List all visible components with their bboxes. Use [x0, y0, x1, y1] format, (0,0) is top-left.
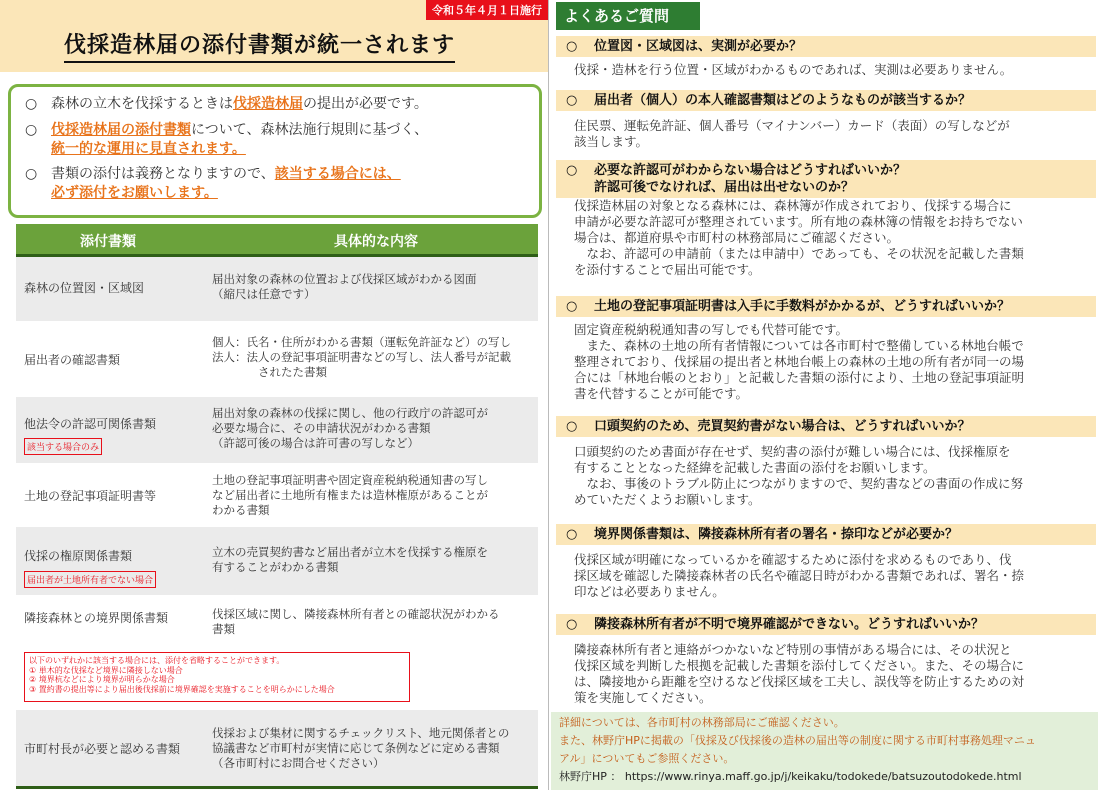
faq-answer: 隣接森林所有者と連絡がつかないなど特別の事情がある場合には、その状況と 伐採区域を判断した根拠を記載した書類を添付してください。また、その場合に は、隣接地から距離を空けるなど伐採区域を工夫し、誤伐等を防止するための対 策を実施してください。	[574, 642, 1025, 705]
date-badge: 令和５年４月１日施行	[426, 0, 548, 20]
table-row	[16, 463, 538, 527]
doc-name: 市町村長が必要と認める書類	[24, 742, 181, 756]
faq-answer: 住民票、運転免許証、個人番号（マイナンバー）カード（表面）の写しなどが 該当します。	[574, 118, 1010, 149]
doc-name: 他法令の許認可関係書類	[24, 417, 157, 431]
doc-name: 届出者の確認書類	[24, 353, 121, 367]
faq-answer: 伐採区域が明確になっているかを確認するために添付を求めるものであり、伐 採区域を確認した隣接森林者の氏名や確認日時がわかる書類であれば、署名・捺 印などは必要ありません。	[574, 552, 1025, 599]
notice-item: ○ 伐採造林届の添付書類について、森林法施行規則に基づく、 統一的な運用に見直されます。	[25, 122, 429, 157]
faq-question: ○ 届出者（個人）の本人確認書類はどのようなものが該当するか？	[556, 90, 1096, 111]
doc-content: 個人：氏名・住所がわかる書類（運転免許証など）の写し 法人：法人の登記事項証明書などの写し、法人番号が記載 されたた書類	[212, 335, 511, 379]
column-divider	[548, 0, 549, 790]
doc-content: 届出対象の森林の位置および伐採区域がわかる図面 （縮尺は任意です）	[212, 272, 477, 301]
doc-name: 土地の登記事項証明書等	[24, 489, 157, 503]
faq-question: ○ 必要な許認可がわからない場合はどうすればいいか？ 許認可後でなければ、届出は出せないのか？	[556, 160, 1096, 198]
faq-answer: 口頭契約のため書面が存在せず、契約書の添付が難しい場合には、伐採権原を 有することとなった経緯を記載した書面の添付をお願いします。 なお、事後のトラブル防止につながりますので、契約書などの書面の作成に努 めていただくようお願いします。	[574, 444, 1024, 507]
faq-question: ○ 土地の登記事項証明書は入手に手数料がかかるが、どうすればいいか？	[556, 296, 1096, 317]
faq-answer: 伐採造林届の対象となる森林には、森林簿が作成されており、伐採する場合に 申請が必要な許認可が整理されています。所有地の森林簿の情報をお持ちでない 場合は、都道府県や市町村の林務部局にご確認ください。 なお、許認可の申請前（または申請中）であっても、その状況を記載した書類 を添付することで届出可能です。	[574, 198, 1024, 277]
notice-item: ○ 森林の立木を伐採するときは伐採造林届の提出が必要です。	[25, 96, 428, 112]
table-row	[16, 397, 538, 463]
exemption-note: 以下のいずれかに該当する場合には、添付を省略することができます。 ① 単木的な伐採など境界に隣接しない場合 ② 境界杭などにより境界が明らかな場合 ③ 置約書の提出等により届出後伐採前に境界確認を実施することを明らかにした場合	[24, 652, 410, 702]
footer-note	[551, 712, 1098, 790]
footer-line: 詳細については、各市町村の林務部局にご確認ください。	[559, 716, 845, 729]
doc-name: 森林の位置図・区域図	[24, 281, 145, 295]
faq-title: よくあるご質問	[556, 2, 700, 30]
table-row	[16, 321, 538, 397]
doc-name: 隣接森林との境界関係書類	[24, 611, 169, 625]
table-header	[16, 224, 538, 257]
notice-item: ○ 書類の添付は義務となりますので、該当する場合には、 必ず添付をお願いします。	[25, 166, 401, 201]
faq-question: ○ 口頭契約のため、売買契約書がない場合は、どうすればいいか？	[556, 416, 1096, 437]
rinya-hp-link[interactable]: 林野庁HP ： https://www.rinya.maff.go.jp/j/keikaku/todokede/batsuzoutodokede.html	[559, 770, 1022, 783]
faq-question: ○ 位置図・区域図は、実測が必要か？	[556, 36, 1096, 57]
table-row	[16, 527, 538, 595]
doc-content: 届出対象の森林の伐採に関し、他の行政庁の許認可が 必要な場合に、その申請状況がわかる書類 （許認可後の場合は許可書の写しなど）	[212, 406, 488, 450]
faq-question: ○ 隣接森林所有者が不明で境界確認ができない。どうすればいいか？	[556, 614, 1096, 635]
doc-content: 伐採区域に関し、隣接森林所有者との確認状況がわかる 書類	[212, 607, 500, 636]
condition-tag: 届出者が土地所有者でない場合	[24, 571, 156, 588]
notice-box	[8, 84, 542, 218]
doc-name: 伐採の権原関係書類	[24, 549, 133, 563]
doc-content: 伐採および集材に関するチェックリスト、地元関係者との 協議書など市町村が実情に応じて条例などに定める書類 （各市町村にお問合せください）	[212, 726, 510, 770]
table-row	[16, 257, 538, 321]
column-header-content: 具体的な内容	[334, 234, 418, 250]
footer-line: また、林野庁HPに掲載の「伐採及び伐採後の造林の届出等の制度に関する市町村事務処理マニュ	[559, 734, 1036, 747]
table-row	[16, 710, 538, 786]
condition-tag: 該当する場合のみ	[24, 438, 102, 455]
faq-answer: 固定資産税納税通知書の写しでも代替可能です。 また、森林の土地の所有者情報については各市町村で整備している林地台帳で 整理されており、伐採届の提出者と林地台帳上の森林の土地の所有者が同一の場 合には「林地台帳のとおり」と記載した書類の添付により、土地の登記事項証明 書を代替することが可能です。	[574, 322, 1025, 401]
left-panel	[0, 0, 548, 790]
page-title: 伐採造林届の添付書類が統一されます	[64, 28, 455, 63]
doc-content: 土地の登記事項証明書や固定資産税納税通知書の写し など届出者に土地所有権または造林権原があることが わかる書類	[212, 473, 488, 517]
table-row	[16, 595, 538, 645]
header-band	[0, 0, 548, 72]
table-bottom-rule	[16, 786, 538, 789]
footer-line: アル」についてもご参照ください。	[559, 752, 735, 765]
doc-content: 立木の売買契約書など届出者が立木を伐採する権原を 有することがわかる書類	[212, 545, 488, 574]
faq-question: ○ 境界関係書類は、隣接森林所有者の署名・捺印などが必要か？	[556, 524, 1096, 545]
faq-answer: 伐採・造林を行う位置・区域がわかるものであれば、実測は必要ありません。	[574, 62, 1013, 77]
column-header-doc: 添付書類	[80, 234, 136, 250]
